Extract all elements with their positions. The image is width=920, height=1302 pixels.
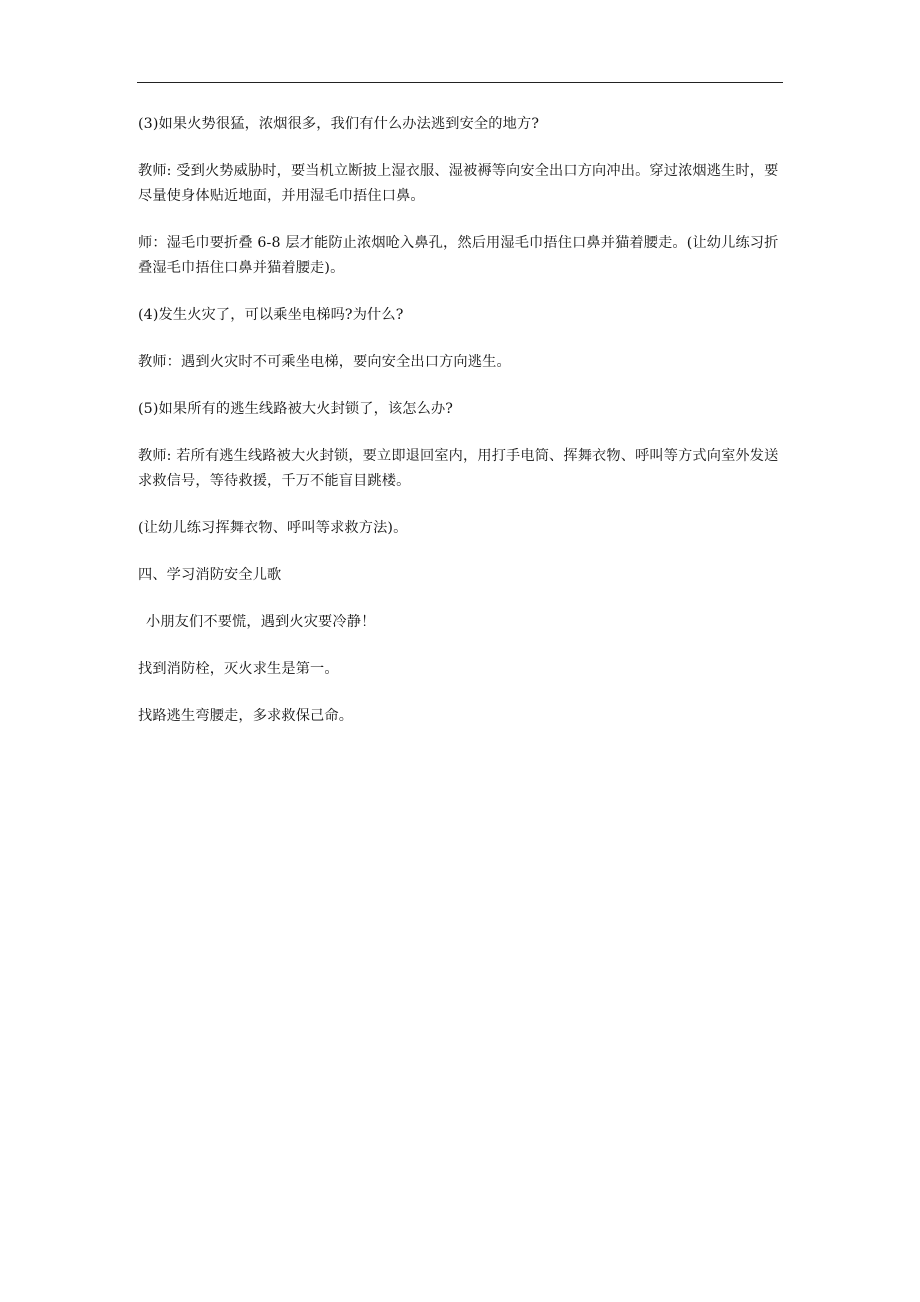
document-body (138, 112, 784, 751)
song-line-2: 找到消防栓，灭火求生是第一。 (138, 661, 339, 677)
section-heading-fire-safety-song: 四、学习消防安全儿歌 (138, 567, 282, 583)
song-line-3: 找路逃生弯腰走，多求救保己命。 (138, 708, 354, 724)
song-line-1: 小朋友们不要慌，遇到火灾要冷静！ (146, 614, 376, 630)
paragraph-wet-towel-instruction: 师：湿毛巾要折叠 6-8 层才能防止浓烟呛入鼻孔，然后用湿毛巾捂住口鼻并猫着腰走。(让幼儿练习折叠湿毛巾捂住口鼻并猫着腰走)。 (138, 235, 779, 276)
paragraph-teacher-answer-3: 教师: 受到火势威胁时，要当机立断披上湿衣服、湿被褥等向安全出口方向冲出。穿过浓烟逃生时，要尽量使身体贴近地面，并用湿毛巾捂住口鼻。 (138, 163, 779, 204)
paragraph-question-5: (5)如果所有的逃生线路被大火封锁了，该怎么办? (138, 401, 454, 417)
paragraph-teacher-answer-5: 教师: 若所有逃生线路被大火封锁，要立即退回室内，用打手电筒、挥舞衣物、呼叫等方式向室外发送求救信号，等待救援，千万不能盲目跳楼。 (138, 448, 779, 489)
paragraph-teacher-answer-4: 教师：遇到火灾时不可乘坐电梯，要向安全出口方向逃生。 (138, 354, 511, 370)
header-rule (137, 82, 783, 83)
paragraph-question-4: (4)发生火灾了，可以乘坐电梯吗?为什么? (138, 307, 404, 323)
paragraph-question-3: (3)如果火势很猛，浓烟很多，我们有什么办法逃到安全的地方? (138, 116, 540, 132)
paragraph-practice-note: (让幼儿练习挥舞衣物、呼叫等求救方法)。 (138, 520, 408, 536)
